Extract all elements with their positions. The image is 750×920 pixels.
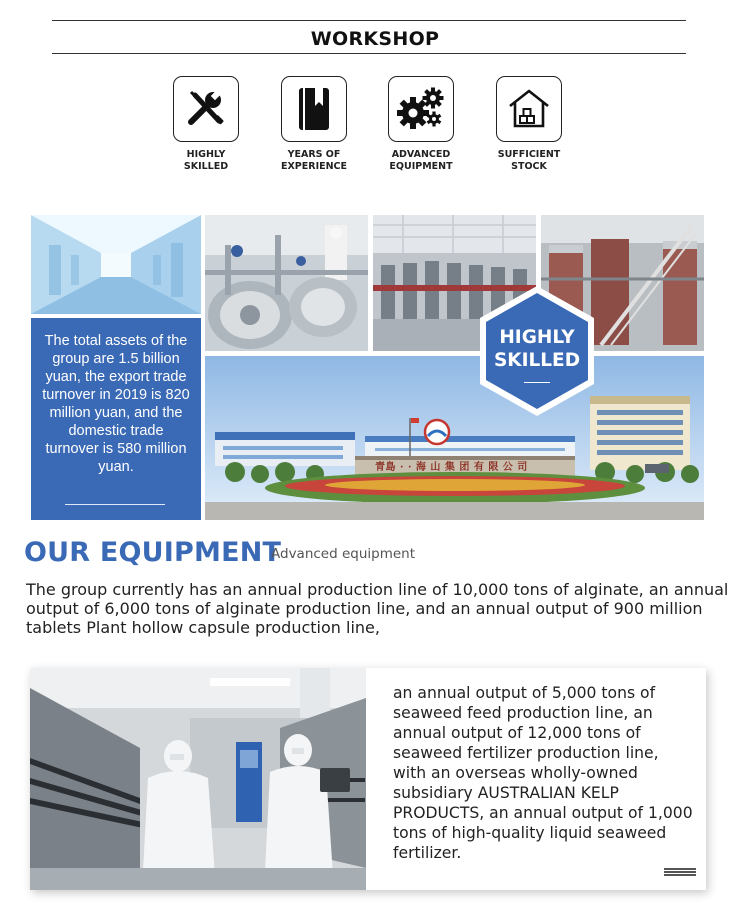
badge-line-2: SKILLED	[493, 350, 581, 371]
feature-years-experience	[259, 76, 369, 173]
info-divider	[65, 504, 165, 505]
decor-line	[664, 874, 696, 876]
decor-line	[664, 871, 696, 873]
badge-divider	[524, 382, 550, 383]
info-text: The total assets of the group are 1.5 billion yuan, the export trade turnover in 2019 is 820 million yuan, and the domestic trade turnover is 580 million yuan.	[42, 333, 190, 475]
feature-advanced-equipment	[366, 76, 476, 173]
photo-stainless-tanks	[205, 215, 368, 351]
feature-label: ADVANCED EQUIPMENT	[389, 149, 453, 172]
info-panel	[31, 318, 201, 520]
equipment-paragraph: The group currently has an annual production line of 10,000 tons of alginate, an annual output of 6,000 tons of alginate production line, and an annual output of 900 million tablets Plant hollow capsule production line,	[26, 580, 729, 637]
highly-skilled-badge	[478, 284, 596, 418]
equipment-subtitle: Advanced equipment	[271, 546, 416, 562]
feature-label: HIGHLY SKILLED	[183, 149, 229, 172]
photo-cleanroom-workers	[30, 668, 366, 890]
header-bottom-rule	[52, 53, 686, 54]
gate-sign: 青島 · · 海 山 集 团 有 限 公 司	[375, 462, 528, 473]
warehouse-icon	[496, 76, 562, 142]
book-icon	[281, 76, 347, 142]
feature-sufficient-stock	[474, 76, 584, 173]
gears-icon	[388, 76, 454, 142]
feature-label: SUFFICIENT STOCK	[497, 149, 561, 172]
decor-line	[664, 868, 696, 870]
equipment-title: OUR EQUIPMENT	[24, 537, 282, 568]
photo-company-campus	[205, 356, 704, 520]
badge-line-1: HIGHLY	[499, 327, 575, 348]
equipment-card-text: an annual output of 5,000 tons of seaweed feed production line, an annual output of 12,000 tons of seaweed fertilizer production line, with an overseas wholly-owned subsidiary AUSTRALIAN KELP PRODUCTS, an annual output of 1,000 tons of high-quality liquid seaweed fertilizer.	[393, 684, 693, 862]
badge-text	[478, 326, 596, 372]
header-top-rule	[52, 20, 686, 21]
card-decoration-lines	[664, 868, 696, 877]
feature-label: YEARS OF EXPERIENCE	[280, 149, 348, 172]
workshop-title: WORKSHOP	[310, 28, 440, 50]
tools-icon	[173, 76, 239, 142]
feature-highly-skilled	[151, 76, 261, 173]
photo-clean-corridor	[31, 215, 201, 314]
